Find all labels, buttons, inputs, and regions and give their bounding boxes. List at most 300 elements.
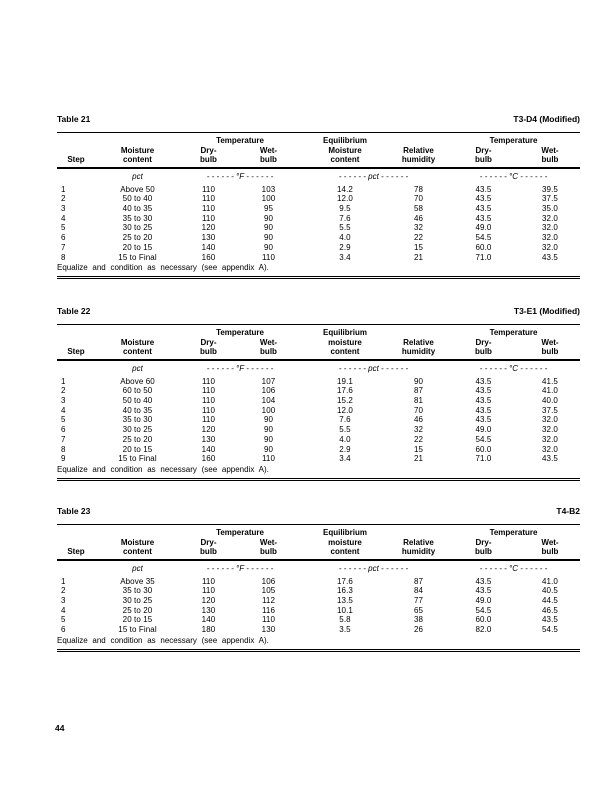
step-cell: 4 xyxy=(61,405,66,415)
value-cell: 20 to 15 xyxy=(122,444,153,454)
table-21-section xyxy=(57,114,580,279)
value-cell: 32.0 xyxy=(542,213,558,223)
value-cell: 60.0 xyxy=(475,444,492,454)
table-22-label: Table 22 xyxy=(57,306,91,316)
group-header-row xyxy=(57,525,580,538)
value-cell: 15 to Final xyxy=(118,625,157,635)
wet-bulb-f-header: Wet- xyxy=(259,145,278,155)
value-cell: 43.5 xyxy=(475,576,492,586)
moisture-content-header: Moisture xyxy=(120,337,155,347)
wet-bulb-f-header: bulb xyxy=(237,547,300,559)
value-cell: 110 xyxy=(201,576,216,586)
value-cell: 43.5 xyxy=(542,615,558,625)
value-cell: 87 xyxy=(413,576,424,586)
step-cell: 9 xyxy=(61,454,66,464)
note-row xyxy=(57,464,580,479)
table-23-label: Table 23 xyxy=(57,506,91,516)
emc-header: Moisture xyxy=(328,145,362,155)
value-cell: 78 xyxy=(413,184,424,194)
pct-unit-label: pct xyxy=(132,171,143,181)
pct-unit-label: - - - - - - pct - - - - - - xyxy=(338,363,409,373)
step-cell: 1 xyxy=(61,376,66,386)
value-cell: 38 xyxy=(413,615,424,625)
step-cell: 8 xyxy=(61,252,66,262)
table-row xyxy=(57,625,580,635)
step-cell: 8 xyxy=(61,444,66,454)
value-cell: 110 xyxy=(201,415,216,425)
note-row xyxy=(57,635,580,650)
group-header-row xyxy=(57,133,580,146)
relative-humidity-header: Relative xyxy=(403,145,434,155)
step-cell: 7 xyxy=(61,434,66,444)
value-cell: 41.0 xyxy=(542,576,558,586)
relative-humidity-header: humidity xyxy=(390,347,447,359)
value-cell: 4.0 xyxy=(339,233,351,243)
value-cell: 43.5 xyxy=(475,586,492,596)
value-cell: 22 xyxy=(413,233,424,243)
wet-bulb-c-header: Wet- xyxy=(541,145,559,155)
value-cell: 32.0 xyxy=(542,425,558,435)
step-cell: 6 xyxy=(61,625,66,635)
step-cell: 1 xyxy=(61,576,66,586)
value-cell: 12.0 xyxy=(337,194,353,204)
spacer-cell xyxy=(57,325,95,338)
table-22-caption-row xyxy=(57,306,580,317)
value-cell: 40 to 35 xyxy=(122,405,153,415)
equilibrium-group-header: Equilibrium xyxy=(323,528,367,537)
value-cell: 60.0 xyxy=(475,242,492,252)
value-cell: 82.0 xyxy=(475,625,492,635)
step-cell: 1 xyxy=(61,184,66,194)
value-cell: 35 to 30 xyxy=(122,213,153,223)
moisture-content-header: content xyxy=(95,547,180,559)
value-cell: 43.5 xyxy=(475,204,492,214)
table-22-section xyxy=(57,306,580,481)
step-cell: 3 xyxy=(61,396,66,406)
value-cell: 20 to 15 xyxy=(122,242,153,252)
table-row xyxy=(57,214,580,224)
column-header-row-1 xyxy=(57,146,580,156)
value-cell: 15 xyxy=(413,444,424,454)
value-cell: 107 xyxy=(261,376,276,386)
value-cell: 46 xyxy=(413,213,424,223)
table-row xyxy=(57,185,580,195)
spacer-cell xyxy=(390,525,447,538)
value-cell: 25 to 20 xyxy=(122,434,153,444)
moisture-content-header: content xyxy=(95,155,180,167)
value-cell: 20 to 15 xyxy=(122,615,153,625)
value-cell: 87 xyxy=(413,386,424,396)
spacer-cell xyxy=(57,133,95,146)
table-row xyxy=(57,386,580,396)
table-row xyxy=(57,596,580,606)
value-cell: 35.0 xyxy=(542,204,558,214)
value-cell: 50 to 40 xyxy=(122,194,153,204)
table-21-caption-row xyxy=(57,114,580,125)
value-cell: 46 xyxy=(413,415,424,425)
value-cell: 35 to 30 xyxy=(122,586,153,596)
value-cell: 32 xyxy=(413,223,424,233)
pct-unit-label: - - - - - - pct - - - - - - xyxy=(338,171,409,181)
value-cell: 40.0 xyxy=(542,396,558,406)
celsius-unit-label: - - - - - - °C - - - - - - xyxy=(479,171,548,181)
spacer-cell xyxy=(95,525,180,538)
value-cell: 43.5 xyxy=(475,405,492,415)
table-row xyxy=(57,377,580,387)
value-cell: 43.5 xyxy=(475,396,492,406)
value-cell: 106 xyxy=(261,386,276,396)
value-cell: 90 xyxy=(413,376,424,386)
value-cell: 13.5 xyxy=(337,596,353,606)
table-23-schedule-designation: T4-B2 xyxy=(556,506,580,516)
spacer-cell xyxy=(95,133,180,146)
value-cell: 46.5 xyxy=(542,605,558,615)
column-header-row-2 xyxy=(57,547,580,559)
wet-bulb-f-header: bulb xyxy=(237,155,300,167)
dry-bulb-f-header: Dry- xyxy=(200,145,217,155)
table-row xyxy=(57,243,580,253)
spacer-cell xyxy=(57,168,95,185)
equilibrium-group-header: Equilibrium xyxy=(323,136,367,145)
table-21-label: Table 21 xyxy=(57,114,91,124)
emc-header: content xyxy=(300,347,390,359)
group-header-row xyxy=(57,325,580,338)
fahrenheit-unit-label: - - - - - - °F - - - - - - xyxy=(206,563,274,573)
table-23 xyxy=(57,524,580,652)
table-note: Equalize and condition as necessary (see appendix A). xyxy=(57,464,269,474)
emc-header: moisture xyxy=(328,337,362,347)
table-row xyxy=(57,586,580,596)
value-cell: 9.5 xyxy=(339,204,351,214)
units-row xyxy=(57,168,580,185)
value-cell: 30 to 25 xyxy=(122,596,153,606)
dry-bulb-f-header: Dry- xyxy=(200,337,217,347)
value-cell: 32.0 xyxy=(542,242,558,252)
wet-bulb-f-header: bulb xyxy=(237,347,300,359)
wet-bulb-c-header: bulb xyxy=(520,155,580,167)
column-header-row-2 xyxy=(57,347,580,359)
value-cell: 110 xyxy=(201,184,216,194)
value-cell: 35 to 30 xyxy=(122,415,153,425)
table-22 xyxy=(57,324,580,481)
value-cell: 95 xyxy=(263,204,274,214)
value-cell: 71.0 xyxy=(475,454,492,464)
value-cell: 22 xyxy=(413,434,424,444)
value-cell: 130 xyxy=(201,434,216,444)
value-cell: 40.5 xyxy=(542,586,558,596)
value-cell: 40 to 35 xyxy=(122,204,153,214)
step-cell: 5 xyxy=(61,615,66,625)
value-cell: 17.6 xyxy=(337,576,353,586)
emc-header: moisture xyxy=(328,537,362,547)
value-cell: 71.0 xyxy=(475,252,492,262)
value-cell: 90 xyxy=(263,415,274,425)
spacer-cell xyxy=(390,325,447,338)
value-cell: 10.1 xyxy=(337,605,353,615)
step-cell: 6 xyxy=(61,425,66,435)
table-note: Equalize and condition as necessary (see appendix A). xyxy=(57,635,269,645)
value-cell: 130 xyxy=(201,605,216,615)
value-cell: 39.5 xyxy=(542,184,558,194)
value-cell: 49.0 xyxy=(475,596,492,606)
wet-bulb-c-header: bulb xyxy=(520,547,580,559)
value-cell: 43.5 xyxy=(475,376,492,386)
step-cell: 4 xyxy=(61,605,66,615)
table-row xyxy=(57,435,580,445)
temperature-f-group-header: Temperature xyxy=(216,136,264,145)
value-cell: 4.0 xyxy=(339,434,351,444)
value-cell: 2.9 xyxy=(339,444,351,454)
dry-bulb-c-header: Dry- xyxy=(475,537,492,547)
value-cell: 41.5 xyxy=(542,376,558,386)
table-21-schedule-designation: T3-D4 (Modified) xyxy=(513,114,580,124)
value-cell: 90 xyxy=(263,233,274,243)
value-cell: 100 xyxy=(261,405,276,415)
units-row xyxy=(57,560,580,577)
units-row xyxy=(57,560,580,577)
value-cell: 110 xyxy=(261,252,276,262)
table-22-schedule-designation: T3-E1 (Modified) xyxy=(513,306,580,316)
value-cell: 60.0 xyxy=(475,615,492,625)
wet-bulb-c-header: Wet- xyxy=(541,537,559,547)
dry-bulb-f-header: bulb xyxy=(180,547,237,559)
value-cell: 25 to 20 xyxy=(122,605,153,615)
value-cell: 90 xyxy=(263,434,274,444)
value-cell: 32.0 xyxy=(542,233,558,243)
value-cell: 120 xyxy=(201,596,216,606)
step-cell: 6 xyxy=(61,233,66,243)
dry-bulb-f-header: bulb xyxy=(180,347,237,359)
value-cell: 41.0 xyxy=(542,386,558,396)
emc-header: content xyxy=(300,155,390,167)
value-cell: 110 xyxy=(201,405,216,415)
spacer-cell xyxy=(57,360,95,377)
value-cell: 140 xyxy=(201,615,216,625)
value-cell: 90 xyxy=(263,213,274,223)
value-cell: 120 xyxy=(201,223,216,233)
value-cell: 21 xyxy=(413,454,424,464)
value-cell: 43.5 xyxy=(475,184,492,194)
table-row xyxy=(57,577,580,587)
value-cell: 70 xyxy=(413,405,424,415)
table-row xyxy=(57,425,580,435)
table-23-section xyxy=(57,506,580,652)
table-23-header xyxy=(57,525,580,560)
table-row xyxy=(57,204,580,214)
value-cell: 32.0 xyxy=(542,444,558,454)
value-cell: 17.6 xyxy=(337,386,353,396)
value-cell: 110 xyxy=(261,454,276,464)
value-cell: 110 xyxy=(261,615,276,625)
value-cell: 90 xyxy=(263,425,274,435)
table-23-caption-row xyxy=(57,506,580,517)
value-cell: 110 xyxy=(201,386,216,396)
table-22-footer xyxy=(57,464,580,479)
dry-bulb-c-header: bulb xyxy=(447,155,520,167)
value-cell: 90 xyxy=(263,242,274,252)
value-cell: 30 to 25 xyxy=(122,425,153,435)
table-row xyxy=(57,415,580,425)
units-row xyxy=(57,360,580,377)
table-row xyxy=(57,396,580,406)
value-cell: 37.5 xyxy=(542,194,558,204)
table-row xyxy=(57,615,580,625)
value-cell: 90 xyxy=(263,223,274,233)
value-cell: 130 xyxy=(201,233,216,243)
value-cell: 54.5 xyxy=(475,605,492,615)
pct-unit-label: - - - - - - pct - - - - - - xyxy=(338,563,409,573)
dry-bulb-c-header: Dry- xyxy=(475,145,492,155)
spacer-cell xyxy=(57,525,95,538)
table-row xyxy=(57,445,580,455)
value-cell: 104 xyxy=(261,396,276,406)
value-cell: 54.5 xyxy=(475,233,492,243)
table-21-header xyxy=(57,133,580,168)
value-cell: 180 xyxy=(201,625,216,635)
spacer-cell xyxy=(57,338,95,348)
note-row xyxy=(57,262,580,277)
value-cell: 37.5 xyxy=(542,405,558,415)
column-header-row-2 xyxy=(57,155,580,167)
value-cell: 100 xyxy=(261,194,276,204)
value-cell: 16.3 xyxy=(337,586,353,596)
value-cell: 3.5 xyxy=(339,625,351,635)
value-cell: 15 xyxy=(413,242,424,252)
table-row xyxy=(57,454,580,464)
table-21 xyxy=(57,132,580,279)
value-cell: 60 to 50 xyxy=(122,386,153,396)
value-cell: 110 xyxy=(201,204,216,214)
value-cell: 43.5 xyxy=(475,386,492,396)
moisture-content-header: Moisture xyxy=(120,537,155,547)
value-cell: 3.4 xyxy=(339,454,351,464)
celsius-unit-label: - - - - - - °C - - - - - - xyxy=(479,363,548,373)
value-cell: 19.1 xyxy=(337,376,353,386)
value-cell: 120 xyxy=(201,425,216,435)
value-cell: 84 xyxy=(413,586,424,596)
column-header-row-1 xyxy=(57,538,580,548)
spacer-cell xyxy=(390,133,447,146)
table-21-rows xyxy=(57,185,580,263)
value-cell: 140 xyxy=(201,242,216,252)
step-cell: 4 xyxy=(61,213,66,223)
value-cell: 43.5 xyxy=(475,194,492,204)
value-cell: 5.8 xyxy=(339,615,351,625)
spacer-cell xyxy=(95,325,180,338)
value-cell: 110 xyxy=(201,376,216,386)
value-cell: 65 xyxy=(413,605,424,615)
emc-header: content xyxy=(300,547,390,559)
wet-bulb-f-header: Wet- xyxy=(259,337,278,347)
value-cell: Above 35 xyxy=(120,576,155,586)
table-23-rows xyxy=(57,577,580,635)
temperature-f-group-header: Temperature xyxy=(216,528,264,537)
units-row xyxy=(57,168,580,185)
value-cell: 30 to 25 xyxy=(122,223,153,233)
value-cell: 110 xyxy=(201,586,216,596)
value-cell: 116 xyxy=(261,605,276,615)
dry-bulb-c-header: Dry- xyxy=(475,337,492,347)
value-cell: 50 to 40 xyxy=(122,396,153,406)
value-cell: 77 xyxy=(413,596,424,606)
step-cell: 2 xyxy=(61,586,66,596)
value-cell: 3.4 xyxy=(339,252,351,262)
temperature-c-group-header: Temperature xyxy=(489,528,538,537)
value-cell: 14.2 xyxy=(337,184,353,194)
dry-bulb-f-header: Dry- xyxy=(200,537,217,547)
value-cell: 26 xyxy=(413,625,424,635)
value-cell: 15 to Final xyxy=(118,454,157,464)
dry-bulb-c-header: bulb xyxy=(447,347,520,359)
table-22-header xyxy=(57,325,580,360)
step-header: Step xyxy=(57,547,95,559)
value-cell: 140 xyxy=(201,444,216,454)
value-cell: 43.5 xyxy=(542,454,558,464)
fahrenheit-unit-label: - - - - - - °F - - - - - - xyxy=(206,363,274,373)
page-number: 44 xyxy=(55,723,65,733)
table-row xyxy=(57,233,580,243)
value-cell: 32.0 xyxy=(542,434,558,444)
value-cell: 110 xyxy=(201,194,216,204)
step-cell: 5 xyxy=(61,415,66,425)
value-cell: 49.0 xyxy=(475,425,492,435)
value-cell: 90 xyxy=(263,444,274,454)
step-cell: 5 xyxy=(61,223,66,233)
step-cell: 3 xyxy=(61,596,66,606)
fahrenheit-unit-label: - - - - - - °F - - - - - - xyxy=(206,171,274,181)
value-cell: 54.5 xyxy=(542,625,558,635)
table-row xyxy=(57,606,580,616)
table-row xyxy=(57,223,580,233)
wet-bulb-f-header: Wet- xyxy=(259,537,278,547)
value-cell: 81 xyxy=(413,396,424,406)
value-cell: 43.5 xyxy=(475,213,492,223)
celsius-unit-label: - - - - - - °C - - - - - - xyxy=(479,563,548,573)
table-row xyxy=(57,194,580,204)
value-cell: 58 xyxy=(413,204,424,214)
temperature-c-group-header: Temperature xyxy=(489,328,538,337)
table-note: Equalize and condition as necessary (see appendix A). xyxy=(57,263,269,273)
table-row xyxy=(57,406,580,416)
value-cell: 5.5 xyxy=(339,223,351,233)
temperature-c-group-header: Temperature xyxy=(489,136,538,145)
value-cell: 43.5 xyxy=(542,252,558,262)
value-cell: Above 60 xyxy=(120,376,155,386)
moisture-content-header: content xyxy=(95,347,180,359)
value-cell: 7.6 xyxy=(339,213,351,223)
table-23-footer xyxy=(57,635,580,650)
wet-bulb-c-header: Wet- xyxy=(541,337,559,347)
spacer-cell xyxy=(57,538,95,548)
moisture-content-header: Moisture xyxy=(120,145,155,155)
value-cell: 130 xyxy=(261,625,276,635)
value-cell: 32.0 xyxy=(542,223,558,233)
step-header: Step xyxy=(57,347,95,359)
value-cell: 106 xyxy=(261,576,276,586)
relative-humidity-header: Relative xyxy=(403,337,434,347)
value-cell: 110 xyxy=(201,396,216,406)
wet-bulb-c-header: bulb xyxy=(520,347,580,359)
table-22-rows xyxy=(57,377,580,464)
spacer-cell xyxy=(57,560,95,577)
value-cell: 5.5 xyxy=(339,425,351,435)
spacer-cell xyxy=(57,146,95,156)
value-cell: 25 to 20 xyxy=(122,233,153,243)
value-cell: 7.6 xyxy=(339,415,351,425)
step-cell: 2 xyxy=(61,386,66,396)
value-cell: 32.0 xyxy=(542,415,558,425)
column-header-row-1 xyxy=(57,338,580,348)
